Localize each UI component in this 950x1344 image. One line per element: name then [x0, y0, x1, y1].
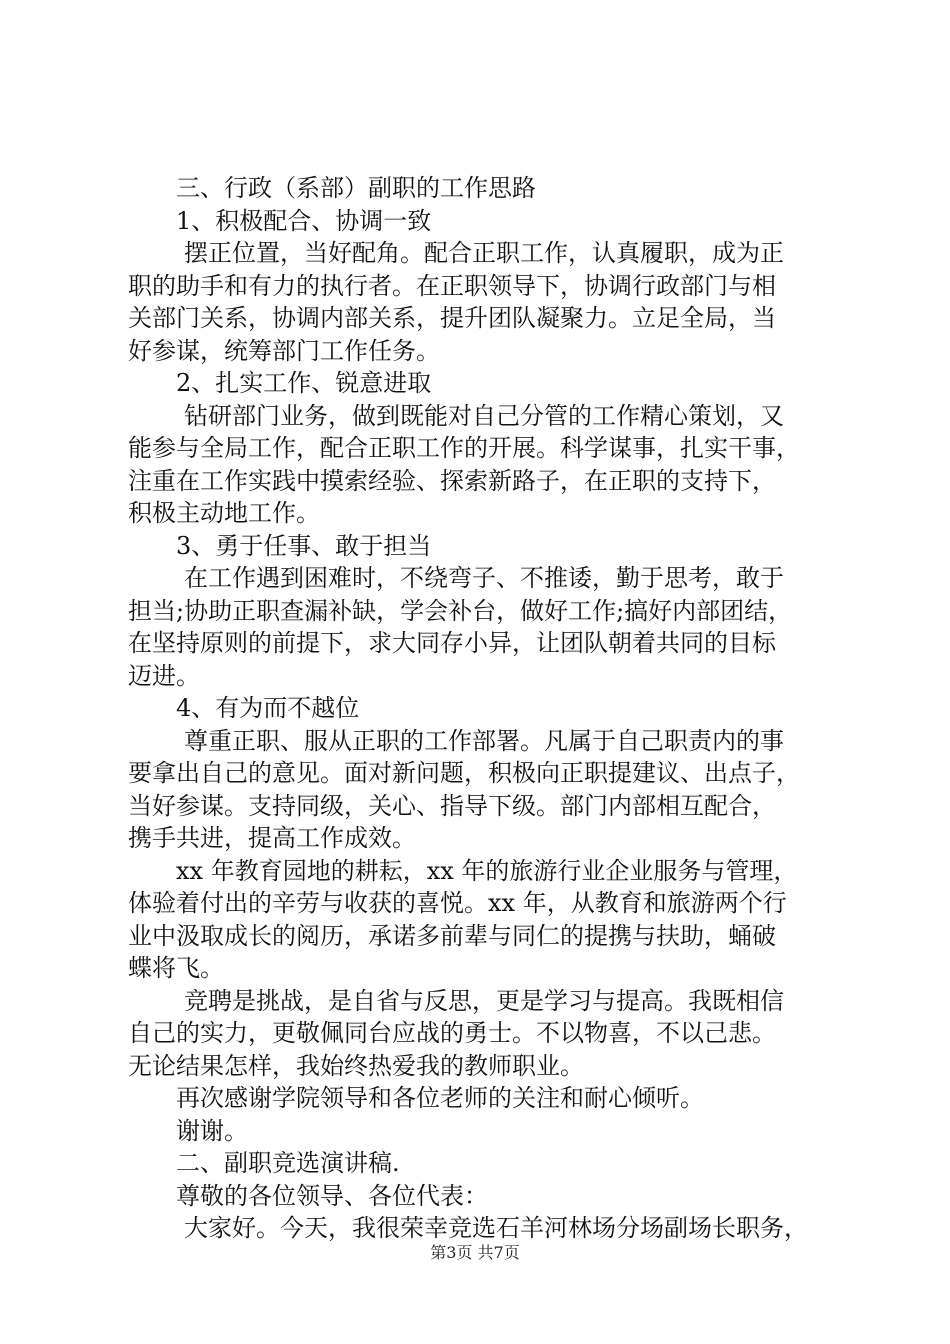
text-line: 积极主动地工作。: [128, 499, 320, 527]
text-line: 尊重正职、服从正职的工作部署。凡属于自己职责内的事: [184, 726, 784, 755]
text-line: 能参与全局工作，配合正职工作的开展。科学谋事，扎实干事，: [128, 434, 800, 462]
text-line: 要拿出自己的意见。面对新问题，积极向正职提建议、出点子，: [128, 759, 800, 787]
text-line: 注重在工作实践中摸索经验、探索新路子，在正职的支持下，: [128, 466, 776, 495]
text-line: 竞聘是挑战，是自省与反思，更是学习与提高。我既相信: [184, 986, 784, 1015]
text-line: 携手共进，提高工作成效。: [128, 824, 416, 852]
text-line: 2、扎实工作、锐意进取: [176, 369, 432, 397]
text-line: 在坚持原则的前提下，求大同存小异，让团队朝着共同的目标: [128, 629, 776, 657]
text-line: 担当;协助正职查漏补缺，学会补台，做好工作;搞好内部团结，: [128, 596, 793, 625]
text-line: 当好参谋。支持同级，关心、指导下级。部门内部相互配合，: [128, 791, 776, 820]
text-line: 业中汲取成长的阅历，承诺多前辈与同仁的提携与扶助，蛹破: [128, 921, 776, 950]
page-number: 第3页 共7页: [430, 1243, 520, 1262]
text-line: 在工作遇到困难时，不绕弯子、不推诿，勤于思考，敢于: [184, 564, 784, 592]
text-line: 3、勇于任事、敢于担当: [176, 531, 432, 560]
text-line: 职的助手和有力的执行者。在正职领导下，协调行政部门与相: [128, 271, 776, 300]
text-line: 二、副职竞选演讲稿.: [176, 1149, 400, 1177]
text-line: 三、行政（系部）副职的工作思路: [176, 174, 536, 202]
text-line: 1、积极配合、协调一致: [176, 206, 432, 235]
text-line: 关部门关系，协调内部关系，提升团队凝聚力。立足全局，当: [128, 304, 776, 332]
text-line: 4、有为而不越位: [176, 694, 360, 722]
text-line: 大家好。今天，我很荣幸竞选石羊河林场分场副场长职务，: [184, 1214, 808, 1242]
text-line: 蝶将飞。: [128, 954, 224, 982]
text-line: xx 年教育园地的耕耘，xx 年的旅游行业企业服务与管理，: [176, 856, 798, 885]
text-line: 钻研部门业务，做到既能对自己分管的工作精心策划，又: [184, 401, 784, 430]
text-line: 摆正位置，当好配角。配合正职工作，认真履职，成为正: [184, 239, 784, 267]
text-line: 自己的实力，更敬佩同台应战的勇士。不以物喜，不以己悲。: [128, 1019, 776, 1047]
text-line: 好参谋，统筹部门工作任务。: [128, 336, 440, 365]
text-line: 谢谢。: [176, 1116, 248, 1145]
text-line: 再次感谢学院领导和各位老师的关注和耐心倾听。: [176, 1084, 704, 1112]
text-line: 迈进。: [128, 661, 200, 690]
text-line: 尊敬的各位领导、各位代表：: [176, 1181, 488, 1210]
text-line: 体验着付出的辛劳与收获的喜悦。xx 年，从教育和旅游两个行: [128, 889, 787, 917]
document-body: [128, 172, 838, 1245]
text-line: 无论结果怎样，我始终热爱我的教师职业。: [128, 1051, 584, 1080]
page-footer: [0, 1243, 950, 1263]
